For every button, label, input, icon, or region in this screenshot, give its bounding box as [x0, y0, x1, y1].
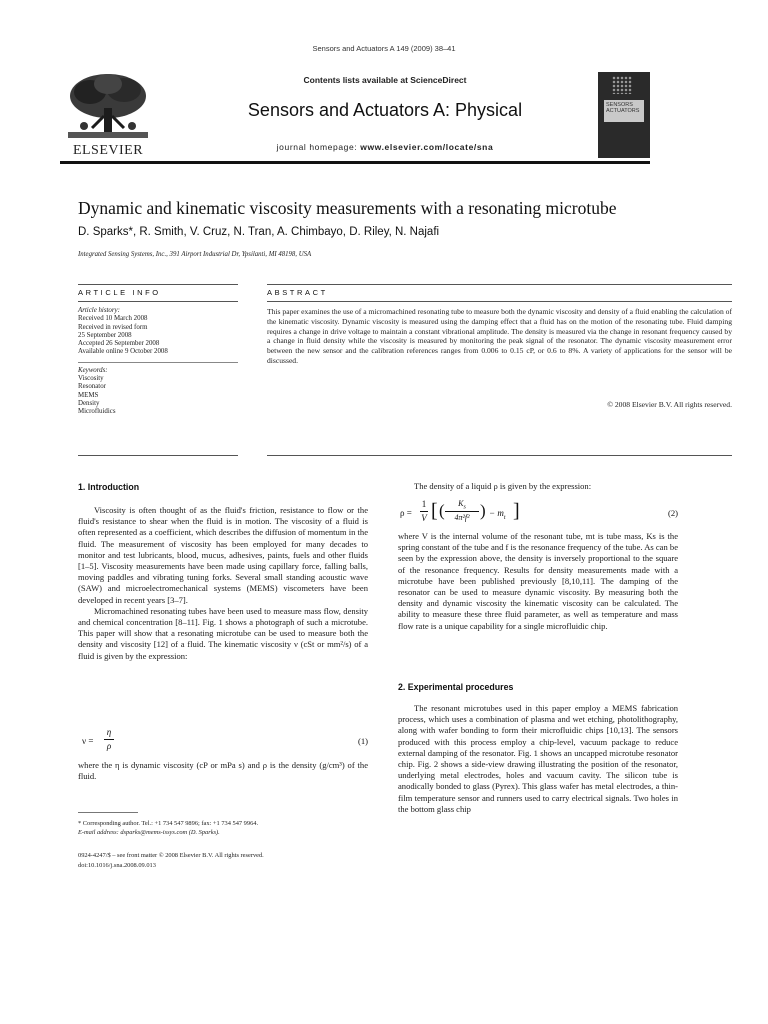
history-item: 25 September 2008 [78, 331, 132, 339]
contents-available-line: Contents lists available at ScienceDirect [303, 75, 467, 85]
keywords-label: Keywords: [78, 366, 108, 374]
keyword: Microfluidics [78, 408, 116, 416]
history-item: Available online 9 October 2008 [78, 348, 168, 356]
footnote-email: E-mail address: dsparks@mems-issys.com (D. Sparks). [78, 829, 220, 836]
affiliation: Integrated Sensing Systems, Inc., 391 Airport Industrial Dr, Ypsilanti, MI 48198, USA [78, 251, 312, 258]
right-column-body [398, 531, 678, 632]
equation-2 [400, 498, 678, 530]
history-label: Article history: [78, 307, 120, 314]
eq2-lhs: ρ = [400, 508, 412, 518]
eq2-inner-fraction-bar [445, 511, 479, 512]
eq1-label: (1) [357, 736, 368, 746]
info-divider [78, 357, 238, 363]
paragraph: The resonant microtubes used in this paper employ a MEMS fabrication process, which uses a combination of plasma and wet etching, photolithography, along with wafer bonding to form their microfluidic chips [10,13]. The sensors produced with this process employ a chip-level, vacuum package to reduce external damping of the resonator. Fig. 1 shows an uncapped microtube resonator chip. Fig. 2 shows a side-view drawing illustrating the position of the resonator, underlying metal electrodes, holes and vacuum cavity. The silicon tube is anodically bonded to glass (Pyrex). This glass wafer has metal electrodes, a thin-film temperature sensor and runners used to carry electrical signals. Two holes in the bottom glass chip [398, 703, 678, 814]
article-info-heading: ARTICLE INFO [78, 288, 161, 297]
publisher-name: ELSEVIER [72, 143, 144, 158]
eq2-frac-numerator: 1 [421, 499, 427, 509]
abstract-rule-bottom [267, 455, 732, 456]
eq2-left-bracket: [ [431, 500, 438, 522]
eq2-inner-numerator: $K_s$ [458, 499, 466, 511]
eq2-fraction-bar [420, 511, 428, 512]
abstract-rule-top [267, 284, 732, 285]
journal-title: Sensors and Actuators A: Physical [247, 100, 523, 120]
footnote-corresponding: * Corresponding author. Tel.: +1 734 547 9896; fax: +1 734 547 9964. [78, 820, 259, 827]
eq2-tail: − $m_t$ [489, 508, 506, 521]
doi-line[interactable]: doi:10.1016/j.sna.2008.09.013 [78, 862, 156, 869]
eq2-frac-denominator: V [421, 513, 427, 523]
section-heading-introduction: 1. Introduction [78, 482, 140, 492]
author-list: D. Sparks*, R. Smith, V. Cruz, N. Tran, A. Chimbayo, D. Riley, N. Najafi [78, 226, 440, 238]
left-column-body [78, 505, 368, 662]
cover-title: SENSORS ACTUATORS [604, 100, 644, 122]
eq1-lhs: ν = [82, 736, 94, 746]
cover-pattern [612, 76, 632, 94]
right-column-intro: The density of a liquid ρ is given by the expression: [414, 481, 592, 491]
right-column-body-2 [398, 703, 678, 815]
keyword: Viscosity [78, 375, 104, 383]
info-rule-bottom [78, 455, 238, 456]
paragraph: where V is the internal volume of the resonant tube, mt is tube mass, Ks is the spring constant of the tube and f is the resonance frequency of the tube. As can be seen by the expression above, the density is inversely proportional to the square of the resonance frequency. Results for density measurements made with a microtube have been published previously [8,10,11]. The damping of the resonator can be used to measure dynamic viscosity. By measuring both the density and dynamic viscosity the kinematic viscosity can be calculated. The ability to measure these three fluid parameter, as well as temperature and mass flow rate is a unique capability for a single microfluidic chip. [398, 531, 678, 631]
journal-homepage-link[interactable]: www.elsevier.com/locate/sna [360, 142, 494, 152]
eq1-numerator: η [106, 727, 112, 737]
left-column-after-eq [78, 760, 368, 782]
abstract-rule-mid [267, 301, 732, 302]
running-head: Sensors and Actuators A 149 (2009) 38–41 [312, 44, 456, 53]
header-rule [60, 161, 650, 164]
abstract-body: This paper examines the use of a micromachined resonating tube to measure both the dynamic viscosity and density of a fluid enabling the calculation of the kinematic viscosity. Dynamic viscosity is measured using the damping effect that a fluid has on the motion of the resonating tube. Fluid damping requires a change in drive voltage to maintain a constant vibrational amplitude. The density is measured via the change in resonant frequency caused by a change in fluid density while the viscosity is measured by monitoring the peak signal of the resonator. The dynamic viscosity measurement error between the new sensor and the calibration references ranges from 0.006 to 0.15 cP, or 0.6 to 8%. A variety of applications for the sensor will be discussed. [267, 307, 732, 365]
journal-cover-image [598, 72, 650, 158]
eq2-left-paren: ( [439, 501, 445, 520]
section-heading-experimental: 2. Experimental procedures [398, 682, 514, 692]
eq1-fraction-bar [104, 739, 114, 740]
history-item: Received 10 March 2008 [78, 315, 148, 323]
article-title: Dynamic and kinematic viscosity measurements with a resonating microtube [78, 198, 617, 218]
history-item: Accepted 26 September 2008 [78, 340, 160, 348]
copyright-notice: © 2008 Elsevier B.V. All rights reserved. [607, 400, 732, 409]
keyword: Density [78, 399, 100, 407]
paragraph: Micromachined resonating tubes have been used to measure mass flow, density and chemical concentration [8–11]. Fig. 1 shows a photograph of such a microtube. This paper will show that a resonating microtube can be used to measure both the density and viscosity [12] of a fluid. The kinematic viscosity ν (cSt or mm²/s) of a fluid is given by the expression: [78, 605, 368, 661]
equation-1 [82, 727, 368, 757]
eq2-label: (2) [667, 508, 678, 518]
eq2-inner-denominator: 4π²f² [454, 513, 470, 522]
info-rule-top [78, 284, 238, 285]
article-info [78, 307, 238, 417]
keyword: Resonator [78, 383, 106, 391]
issn-line: 0924-4247/$ – see front matter © 2008 Elsevier B.V. All rights reserved. [78, 852, 264, 859]
eq2-right-bracket: ] [513, 500, 520, 522]
paragraph: where the η is dynamic viscosity (cP or mPa s) and ρ is the density (g/cm³) of the fluid. [78, 760, 368, 782]
history-item: Received in revised form [78, 323, 148, 331]
eq1-denominator: ρ [106, 741, 112, 751]
abstract-heading: ABSTRACT [267, 288, 328, 297]
keyword: MEMS [78, 391, 99, 399]
journal-homepage [190, 142, 580, 152]
journal-homepage-prefix: journal homepage: [276, 142, 361, 152]
footnote-rule [78, 812, 138, 813]
paragraph: Viscosity is often thought of as the fluid's friction, resistance to flow or the fluid's resistance to shear when the fluid is in motion. The viscosity of a fluid is often represented as a coefficient, which describes the diffusion of momentum in the fluid. The measurement of viscosity has been employed for many decades to monitor and test lubricants, blood, mucus, adhesives, paints, fuels and other fluids [1–5]. Viscosity measurements have been made using capillary force, falling balls, moving paddles and vibrating tuning forks. Several small standing acoustic wave (SAW) and microelectromechanical systems (MEMS) viscometers have been developed in recent years [3–7]. [78, 505, 368, 605]
info-rule-mid [78, 301, 238, 302]
eq2-right-paren: ) [480, 501, 486, 520]
